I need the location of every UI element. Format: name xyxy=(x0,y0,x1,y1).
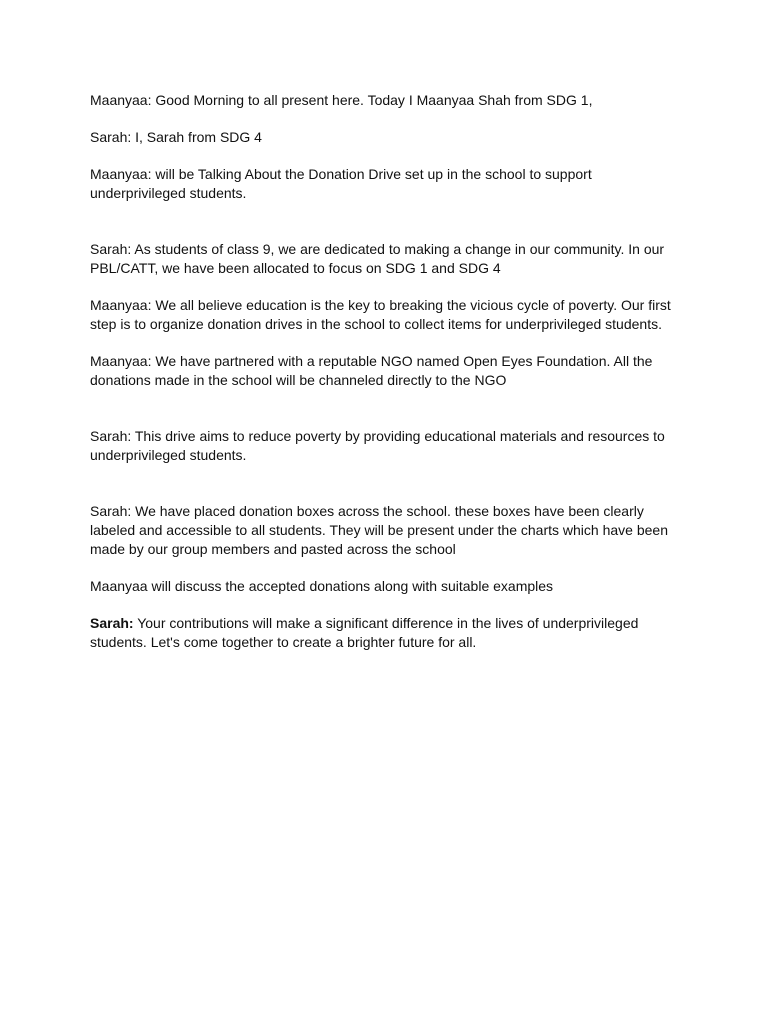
paragraph-7 xyxy=(90,427,690,465)
paragraph-text: Sarah: We have placed donation boxes across the school. these boxes have been clearly labeled and accessible to all students. They will be present under the charts which have been made by our group members and pasted across the school xyxy=(90,503,668,557)
document-page xyxy=(90,91,690,670)
paragraph-2 xyxy=(90,128,690,147)
paragraph-text: Maanyaa: We have partnered with a reputable NGO named Open Eyes Foundation. All the donations made in the school will be channeled directly to the NGO xyxy=(90,353,653,388)
paragraph-6 xyxy=(90,352,690,390)
paragraph-text: Maanyaa will discuss the accepted donations along with suitable examples xyxy=(90,578,554,594)
paragraph-text: Your contributions will make a significant difference in the lives of underprivileged students. Let's come together to create a brighter future for all. xyxy=(90,615,639,650)
paragraph-text: Sarah: I, Sarah from SDG 4 xyxy=(90,129,262,145)
paragraph-3 xyxy=(90,165,690,203)
paragraph-10 xyxy=(90,614,690,652)
paragraph-1 xyxy=(90,91,690,110)
paragraph-4 xyxy=(90,240,690,278)
paragraph-text: Maanyaa: will be Talking About the Donation Drive set up in the school to support underprivileged students. xyxy=(90,166,592,201)
speaker-label: Sarah: xyxy=(90,615,134,631)
paragraph-text: Sarah: This drive aims to reduce poverty by providing educational materials and resources to underprivileged students. xyxy=(90,428,665,463)
paragraph-8 xyxy=(90,502,690,559)
paragraph-9 xyxy=(90,577,690,596)
paragraph-text: Sarah: As students of class 9, we are dedicated to making a change in our community. In our PBL/CATT, we have been allocated to focus on SDG 1 and SDG 4 xyxy=(90,241,665,276)
paragraph-text: Maanyaa: We all believe education is the key to breaking the vicious cycle of poverty. Our first step is to organize donation drives in the school to collect items for underprivileged students. xyxy=(90,297,671,332)
paragraph-5 xyxy=(90,296,690,334)
paragraph-text: Maanyaa: Good Morning to all present here. Today I Maanyaa Shah from SDG 1, xyxy=(90,92,593,108)
